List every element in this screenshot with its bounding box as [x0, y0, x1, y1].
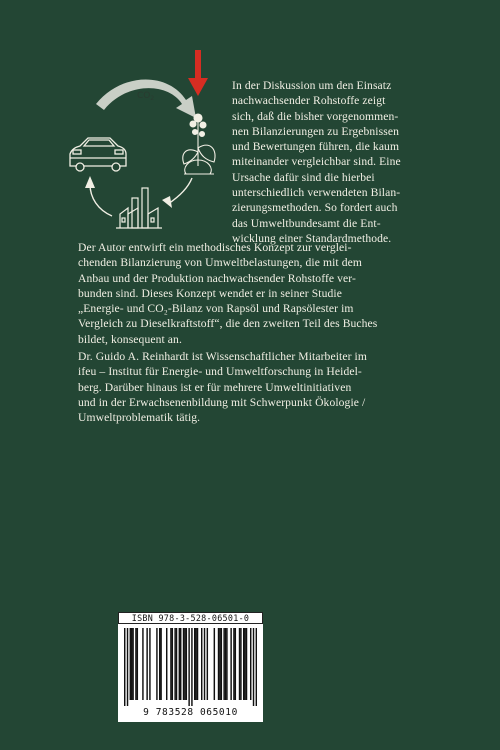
barcode-bar	[240, 628, 241, 700]
text-line: zierungsmethoden. So fordert auch	[232, 201, 398, 215]
barcode-bar	[172, 628, 173, 700]
barcode-bar	[250, 628, 251, 700]
barcode-bar	[230, 628, 231, 700]
barcode-digits: 9 783528 065010	[143, 707, 238, 718]
author-bio-paragraph	[78, 349, 448, 425]
barcode-bar	[135, 628, 136, 700]
barcode-bar	[195, 628, 196, 700]
barcode-bar	[188, 628, 189, 706]
barcode-bar	[253, 628, 254, 706]
text-line: Umweltproblematik tätig.	[78, 411, 201, 425]
barcode-bar	[170, 628, 171, 700]
text-line: bildet, konsequent an.	[78, 332, 182, 346]
barcode-bar	[218, 628, 219, 700]
barcode-bar	[180, 628, 181, 700]
isbn-barcode	[118, 612, 263, 722]
barcode-bar	[221, 628, 222, 700]
barcode-bar	[156, 628, 157, 700]
barcode-bar	[214, 628, 215, 700]
barcode-bar	[131, 628, 132, 700]
barcode-bar	[186, 628, 187, 700]
text-line: berg. Darüber hinaus ist er für mehrere Umweltinitiativen	[78, 380, 352, 394]
cycle-arrow-icon	[96, 79, 196, 118]
barcode-bar	[239, 628, 240, 700]
barcode-bar	[176, 628, 177, 700]
text-line: ifeu – Institut für Energie- und Umweltforschung in Heidel-	[78, 365, 362, 379]
barcode-bar	[130, 628, 131, 700]
rapeseed-plant-icon	[183, 114, 215, 174]
text-line: miteinander vergleichbar sind. Eine	[232, 155, 401, 169]
text-line: und in der Erwachsenenbildung mit Schwerpunkt Ökologie /	[78, 395, 366, 409]
barcode-bar	[233, 628, 234, 700]
barcode-bar	[127, 628, 128, 706]
barcode-bar	[244, 628, 245, 700]
barcode-bar	[219, 628, 220, 700]
intro-paragraph	[232, 78, 462, 246]
barcode-bar	[207, 628, 208, 700]
text-line: das Umweltbundesamt die Ent-	[232, 216, 381, 230]
text-line: unterschiedlich verwendeten Bilan-	[232, 186, 401, 200]
barcode-bar	[142, 628, 143, 700]
barcode-bar	[146, 628, 147, 700]
barcode-bar	[201, 628, 202, 700]
barcode-bar	[235, 628, 236, 700]
barcode-bar	[197, 628, 198, 700]
barcode-bar	[243, 628, 244, 700]
barcode-bar	[183, 628, 184, 700]
input-arrow-icon	[188, 50, 208, 96]
text-line: In der Diskussion um den Einsatz	[232, 79, 392, 92]
barcode-bar	[191, 628, 192, 706]
barcode-bar	[223, 628, 224, 700]
factory-icon	[116, 188, 162, 228]
barcode-bar	[179, 628, 180, 700]
barcode-bar	[226, 628, 227, 700]
barcode-bar	[132, 628, 133, 700]
barcode-bar	[204, 628, 205, 700]
barcode-bar	[184, 628, 185, 700]
barcode-bar	[160, 628, 161, 700]
text-line: Dr. Guido A. Reinhardt ist Wissenschaftlicher Mitarbeiter im	[78, 350, 367, 363]
isbn-label: ISBN 978-3-528-06501-0	[118, 612, 263, 624]
barcode-bar	[174, 628, 175, 700]
barcode-bar	[225, 628, 226, 700]
text-line: Vergleich zu Dieselkraftstoff“, die den zweiten Teil des Buches	[78, 317, 378, 331]
text-line: Anbau und der Produktion nachwachsender Rohstoffe ver-	[78, 271, 356, 285]
barcode-bar	[194, 628, 195, 700]
barcode-bar	[159, 628, 160, 700]
text-line: Ursache dafür sind die hierbei	[232, 170, 375, 184]
barcode-bar	[246, 628, 247, 700]
text-line: nachwachsender Rohstoffe zeigt	[232, 94, 386, 108]
text-line: chenden Bilanzierung von Umweltbelastungen, die mit dem	[78, 256, 362, 270]
text-line: „Energie- und CO₂-Bilanz von Rapsöl und Rapsölester im	[78, 302, 354, 316]
concept-paragraph	[78, 240, 448, 347]
barcode-bar	[124, 628, 125, 706]
barcode-icon	[124, 628, 257, 706]
text-line: sich, daß die bisher vorgenommen-	[232, 109, 399, 123]
barcode-bar	[256, 628, 257, 706]
car-icon	[70, 138, 126, 171]
barcode-bar	[137, 628, 138, 700]
co2-label: $CO_2$	[137, 91, 155, 102]
barcode-bar	[149, 628, 150, 700]
text-line: bunden sind. Dieses Konzept wendet er in seiner Studie	[78, 286, 342, 300]
text-line: wicklung einer Standardmethode.	[232, 231, 392, 245]
text-line: Der Autor entwirft ein methodisches Konzept zur verglei-	[78, 241, 352, 254]
barcode-bar	[166, 628, 167, 700]
life-cycle-diagram	[64, 48, 234, 234]
text-line: nen Bilanzierungen zu Ergebnissen	[232, 124, 399, 138]
text-line: und Bewertungen führen, die kaum	[232, 140, 400, 154]
